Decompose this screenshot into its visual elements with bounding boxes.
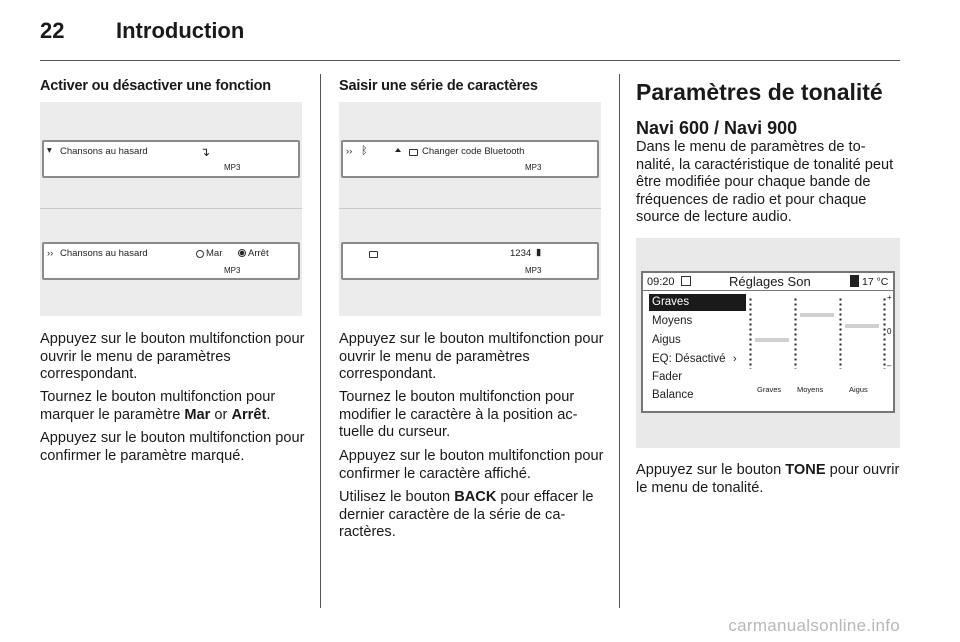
col1-paragraph-3: Appuyez sur le bouton multifonction pour confirmer le paramètre marqué.: [40, 430, 305, 464]
column-divider: [619, 74, 620, 608]
source-label: MP3: [525, 163, 542, 172]
source-label: MP3: [224, 163, 241, 172]
temperature: 17 °C: [862, 276, 889, 288]
option-arret: Arrêt: [248, 248, 269, 259]
column-divider: [320, 74, 321, 608]
watermark: carmanualsonline.info: [728, 616, 900, 635]
divider: [40, 208, 302, 209]
caret-up-icon: [395, 148, 401, 152]
return-icon: [681, 276, 691, 286]
menu-item-aigus[interactable]: Aigus: [652, 334, 681, 346]
chevron-down-icon: ▾: [47, 145, 52, 156]
thermometer-icon: [850, 275, 859, 287]
display-title: Chansons au hasard: [60, 146, 148, 157]
col2-paragraph-3: Appuyez sur le bouton multifonction pour confirmer le caractère affiché.: [339, 448, 604, 482]
level-bar-aigus: [845, 324, 879, 328]
divider: [339, 208, 601, 209]
source-label: MP3: [525, 266, 542, 275]
scale-zero: 0: [887, 327, 892, 336]
col1-paragraph-2: Tournez le bouton multifonction pour marquer le paramètre Mar or Arrêt.: [40, 389, 276, 423]
screen-title: Réglages Son: [729, 274, 811, 289]
radio-empty-icon: [196, 250, 204, 258]
menu-item-fader[interactable]: Fader: [652, 371, 683, 383]
level-bar-moyens: [800, 313, 834, 317]
option-mar: Mar: [206, 248, 223, 259]
scale-dots: [749, 297, 752, 369]
col2-paragraph-2: Tournez le bouton multifonction pour modifier le caractère à la position ac-tuelle du curseur.: [339, 389, 578, 441]
col3-paragraph-1: Dans le menu de paramètres de to-nalité, la caractéristique de tonalité peut être modifiée pour chaque bande de fréquences de radio et pour chaque source de lecture audio.: [636, 139, 894, 226]
double-chevron-icon: ››: [47, 248, 54, 259]
col3-subheading: Navi 600 / Navi 900: [636, 118, 798, 138]
radio-selected-icon: [238, 249, 246, 257]
menu-item-balance[interactable]: Balance: [652, 389, 694, 401]
display-screen: [42, 140, 300, 178]
col1-illustration: [40, 102, 302, 316]
col1-paragraph-1: Appuyez sur le bouton multifonction pour ouvrir le menu de paramètres correspondant.: [40, 331, 305, 383]
bar-label: Aigus: [849, 385, 868, 394]
text-cursor: ▮: [536, 247, 542, 258]
chevron-right-icon: ›: [733, 353, 737, 365]
bluetooth-icon: ᛒ: [361, 145, 368, 157]
scale-plus: +: [887, 293, 892, 302]
display-screen: [641, 271, 895, 413]
status-divider: [643, 290, 893, 291]
level-bar-graves: [755, 338, 789, 342]
clock: 09:20: [647, 276, 675, 288]
display-title: Changer code Bluetooth: [422, 146, 525, 157]
lock-icon: [409, 149, 418, 156]
header-rule: [40, 60, 900, 61]
col2-heading: Saisir une série de caractères: [339, 78, 538, 94]
menu-item-moyens[interactable]: Moyens: [652, 315, 693, 327]
source-label: MP3: [224, 266, 241, 275]
col2-illustration: [339, 102, 601, 316]
tone-settings-illustration: [636, 238, 900, 448]
display-title: Chansons au hasard: [60, 248, 148, 259]
display-screen: [341, 140, 599, 178]
lock-icon: [369, 251, 378, 258]
page-number: 22: [40, 18, 65, 43]
menu-item-eq[interactable]: EQ: Désactivé: [652, 353, 726, 365]
col3-paragraph-2: Appuyez sur le bouton TONE pour ouvrir le menu de tonalité.: [636, 462, 900, 496]
double-chevron-icon: ››: [346, 146, 353, 157]
bar-label: Moyens: [797, 385, 824, 394]
scale-dots: [883, 297, 886, 369]
code-value: 1234: [510, 248, 532, 259]
scale-dots: [794, 297, 797, 369]
col2-paragraph-1: Appuyez sur le bouton multifonction pour ouvrir le menu de paramètres correspondant.: [339, 331, 604, 383]
col3-heading: Paramètres de tonalité: [636, 79, 883, 105]
menu-item-graves[interactable]: Graves: [649, 294, 746, 311]
col2-paragraph-4: Utilisez le bouton BACK pour effacer le dernier caractère de la série de ca-ractères.: [339, 489, 594, 541]
display-screen: [341, 242, 599, 280]
display-screen: [42, 242, 300, 280]
scale-minus: –: [887, 361, 892, 370]
scale-dots: [839, 297, 842, 369]
bar-label: Graves: [757, 385, 782, 394]
return-arrow-icon: ↴: [200, 145, 211, 159]
col1-heading: Activer ou désactiver une fonction: [40, 78, 271, 94]
section-title: Introduction: [116, 18, 245, 43]
